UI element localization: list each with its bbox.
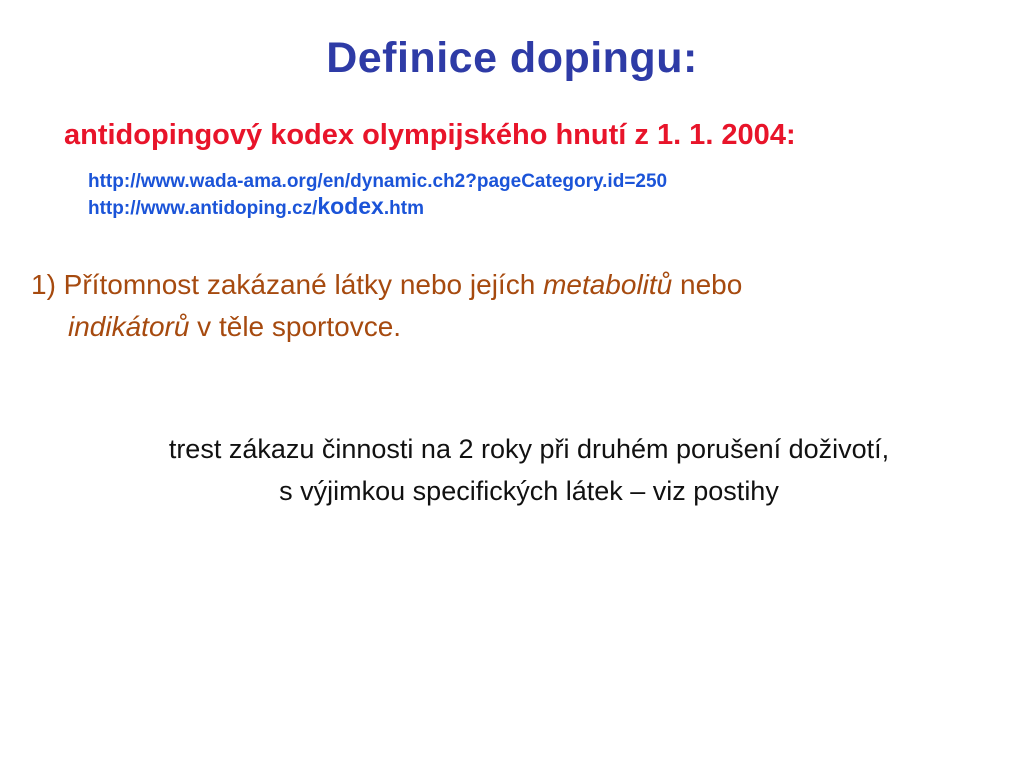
antidoping-link-suffix: .htm (383, 198, 424, 219)
point-line-1 (31, 264, 931, 306)
reference-links (88, 170, 667, 221)
point-italic-metabolites: metabolitů (543, 269, 673, 300)
point-text-1: Přítomnost zakázané látky nebo jejích (55, 269, 544, 300)
penalty-note (0, 428, 1024, 512)
antidoping-link[interactable] (88, 193, 424, 219)
point-number: 1) (31, 269, 56, 300)
link-row-wada (88, 170, 667, 194)
point-text-3: v těle sportovce. (189, 311, 402, 342)
slide-title: Definice dopingu: (326, 34, 698, 82)
point-italic-indicators: indikátorů (68, 311, 190, 342)
point-text-2: nebo (672, 269, 743, 300)
antidoping-link-prefix: http://www.antidoping.cz/ (88, 198, 318, 219)
wada-link[interactable]: http://www.wada-ama.org/en/dynamic.ch2?pageCategory.id=250 (88, 171, 668, 192)
definition-point-1 (31, 264, 931, 348)
slide-subtitle: antidopingový kodex olympijského hnutí z 1. 1. 2004: (64, 119, 796, 151)
penalty-note-line-2: s výjimkou specifických látek – viz postihy (279, 476, 779, 506)
penalty-note-line-1: trest zákazu činnosti na 2 roky při druhém porušení doživotí, (168, 434, 890, 464)
point-line-2 (31, 306, 931, 348)
link-row-antidoping (88, 194, 667, 221)
antidoping-link-kodex: kodex (317, 193, 384, 219)
